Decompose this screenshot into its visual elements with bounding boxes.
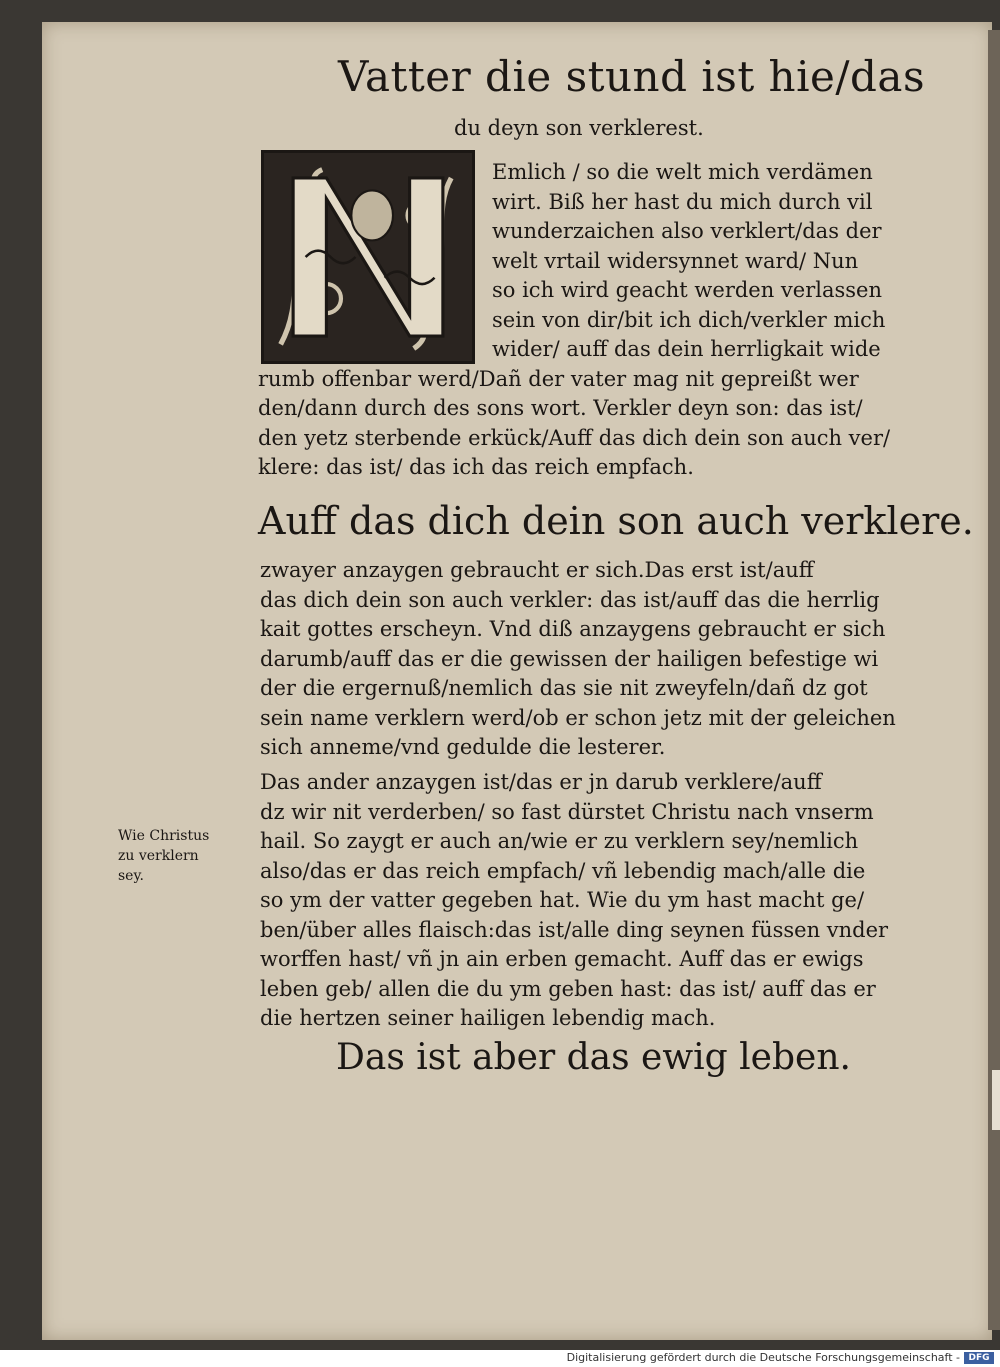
text-line: hail. So zaygt er auch an/wie er zu verklern sey/nemlich xyxy=(260,829,859,853)
text-line: Das ander anzaygen ist/das er jn darub verklere/auff xyxy=(260,770,822,794)
text-line: kait gottes erscheyn. Vnd diß anzaygens gebraucht er sich xyxy=(260,617,886,641)
text-line: klere: das ist/ das ich das reich empfach. xyxy=(258,455,694,479)
text-line: ben/über alles flaisch:das ist/alle ding seynen füssen vnder xyxy=(260,917,889,942)
text-line: dz wir nit verderben/ so fast dürstet Christu nach vnserm xyxy=(260,799,874,824)
text-line: wider/ auff das dein herrligkait wide xyxy=(492,337,881,361)
section-heading: Auff das dich dein son auch verklere. xyxy=(258,499,974,543)
text-line: sich anneme/vnd gedulde die lesterer. xyxy=(260,735,666,759)
marginal-line: sey. xyxy=(118,868,144,884)
decorated-initial-n xyxy=(261,150,475,364)
text-line: so ym der vatter gegeben hat. Wie du ym hast macht ge/ xyxy=(260,888,865,912)
text-line: der die ergernuß/nemlich das sie nit zweyfeln/dañ dz got xyxy=(260,676,868,700)
text-line: das dich dein son auch verkler: das ist/auff das die herrlig xyxy=(260,587,880,612)
text-line: den/dann durch des sons wort. Verkler deyn son: das ist/ xyxy=(258,396,863,420)
paragraph-3 xyxy=(260,768,888,1034)
text-line: leben geb/ allen die du ym geben hast: das ist/ auff das er xyxy=(260,976,876,1001)
closing-heading: Das ist aber das ewig leben. xyxy=(336,1037,851,1078)
text-line: welt vrtail widersynnet ward/ Nun xyxy=(492,248,859,273)
marginal-line: Wie Christus xyxy=(118,828,210,844)
footer-bar xyxy=(0,1350,1000,1367)
marginal-note xyxy=(118,826,209,886)
page-heading: Vatter die stund ist hie/das xyxy=(338,52,926,101)
page-subheading: du deyn son verklerest. xyxy=(454,116,704,140)
text-line: rumb offenbar werd/Dañ der vater mag nit gepreißt wer xyxy=(258,366,859,391)
dfg-logo: DFG xyxy=(964,1352,994,1364)
footer-credit: Digitalisierung gefördert durch die Deutsche Forschungsgemeinschaft - xyxy=(566,1351,960,1364)
text-line: den yetz sterbende erkück/Auff das dich dein son auch ver/ xyxy=(258,425,891,450)
paragraph-2 xyxy=(260,556,896,763)
text-line: die hertzen seiner hailigen lebendig mach. xyxy=(260,1006,716,1030)
text-line: worffen hast/ vñ jn ain erben gemacht. Auff das er ewigs xyxy=(260,947,864,971)
page-edge xyxy=(988,30,1000,1330)
text-line: wirt. Biß her hast du mich durch vil xyxy=(492,189,873,214)
text-line: also/das er das reich empfach/ vñ lebendig mach/alle die xyxy=(260,858,866,883)
paragraph-1 xyxy=(258,158,891,483)
text-line: Emlich / so die welt mich verdämen xyxy=(492,160,873,184)
text-line: sein von dir/bit ich dich/verkler mich xyxy=(492,307,886,332)
text-line: wunderzaichen also verklert/das der xyxy=(492,219,882,243)
text-line: zwayer anzaygen gebraucht er sich.Das erst ist/auff xyxy=(260,558,814,582)
marginal-line: zu verklern xyxy=(118,848,199,864)
text-line: sein name verklern werd/ob er schon jetz mit der geleichen xyxy=(260,705,896,730)
text-line: darumb/auff das er die gewissen der hailigen befestige wi xyxy=(260,646,879,671)
text-line: so ich wird geacht werden verlassen xyxy=(492,278,882,302)
